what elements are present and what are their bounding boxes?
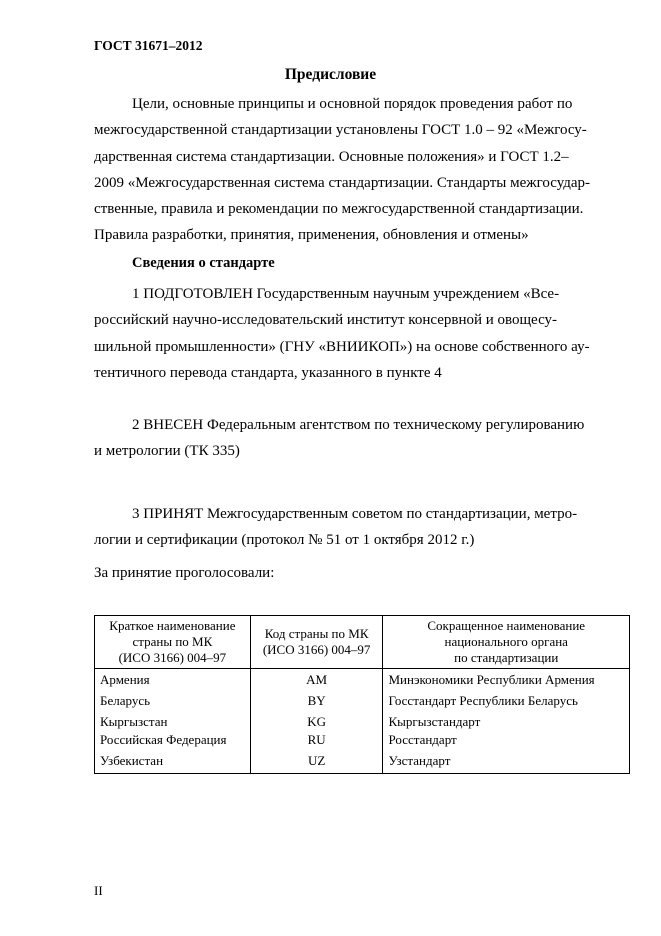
page-number: II xyxy=(94,883,103,898)
item-1-line: 1 ПОДГОТОВЛЕН Государственным научным учреждением «Все- xyxy=(132,286,560,302)
item-1-paragraph xyxy=(94,281,614,386)
cell-code: BY xyxy=(250,689,383,710)
header-body-line: Сокращенное наименование xyxy=(427,618,586,633)
cell-body: Росстандарт xyxy=(383,731,630,749)
standard-code-header: ГОСТ 31671–2012 xyxy=(94,38,203,53)
item-1-line: российский научно-исследовательский институт консервной и овощесу- xyxy=(94,312,558,329)
intro-paragraph xyxy=(94,91,614,249)
header-code xyxy=(250,616,383,669)
item-2-paragraph xyxy=(94,412,614,465)
cell-code: RU xyxy=(250,731,383,749)
table-row xyxy=(95,669,630,690)
cell-country: Узбекистан xyxy=(95,749,251,774)
cell-body: Минэкономики Республики Армения xyxy=(383,669,630,690)
item-2-line: 2 ВНЕСЕН Федеральным агентством по техническому регулированию xyxy=(132,417,585,433)
header-national-body xyxy=(383,616,630,669)
table-row xyxy=(95,731,630,749)
cell-body: Кыргызстандарт xyxy=(383,710,630,731)
cell-country: Армения xyxy=(95,669,251,690)
cell-code: AM xyxy=(250,669,383,690)
cell-country: Российская Федерация xyxy=(95,731,251,749)
intro-line: ственные, правила и рекомендации по межгосударственной стандартизации. xyxy=(94,201,584,218)
header-country-line: Краткое наименование xyxy=(109,618,236,633)
intro-line: Цели, основные принципы и основной порядок проведения работ по xyxy=(132,96,573,112)
cell-country: Кыргызстан xyxy=(95,710,251,731)
cell-code: KG xyxy=(250,710,383,731)
voted-for-label: За принятие проголосовали: xyxy=(94,565,275,581)
header-body-line: по стандартизации xyxy=(454,650,559,665)
item-3-line: логии и сертификации (протокол № 51 от 1 октября 2012 г.) xyxy=(94,532,475,549)
intro-line: дарственная система стандартизации. Основные положения» и ГОСТ 1.2– xyxy=(94,148,569,165)
header-country xyxy=(95,616,251,669)
table-row xyxy=(95,749,630,774)
item-3-paragraph xyxy=(94,501,614,554)
page-title: Предисловие xyxy=(284,66,377,83)
intro-line: Правила разработки, принятия, применения, обновления и отмены» xyxy=(94,227,529,244)
header-code-line: (ИСО 3166) 004–97 xyxy=(262,642,371,657)
cell-country: Беларусь xyxy=(95,689,251,710)
cell-code: UZ xyxy=(250,749,383,774)
intro-line: 2009 «Межгосударственная система стандартизации. Стандарты межгосудар- xyxy=(94,174,591,191)
item-1-line: тентичного перевода стандарта, указанного в пункте 4 xyxy=(94,364,442,381)
header-body-line: национального органа xyxy=(444,634,568,649)
header-code-line: Код страны по МК xyxy=(264,626,369,641)
table-row xyxy=(95,689,630,710)
item-1-line: шильной промышленности» (ГНУ «ВНИИКОП») на основе собственного ау- xyxy=(94,338,590,355)
cell-body: Госстандарт Республики Беларусь xyxy=(383,689,630,710)
item-2-line: и метрологии (ТК 335) xyxy=(94,443,240,460)
table-header-row xyxy=(95,616,630,669)
item-3-line: 3 ПРИНЯТ Межгосударственным советом по стандартизации, метро- xyxy=(132,506,578,522)
table-row xyxy=(95,710,630,731)
member-states-table xyxy=(94,615,630,774)
intro-line: межгосударственной стандартизации установлены ГОСТ 1.0 – 92 «Межгосу- xyxy=(94,122,587,139)
header-country-line: страны по МК xyxy=(132,634,213,649)
header-country-line: (ИСО 3166) 004–97 xyxy=(118,650,227,665)
about-standard-heading: Сведения о стандарте xyxy=(132,255,275,271)
cell-body: Узстандарт xyxy=(383,749,630,774)
